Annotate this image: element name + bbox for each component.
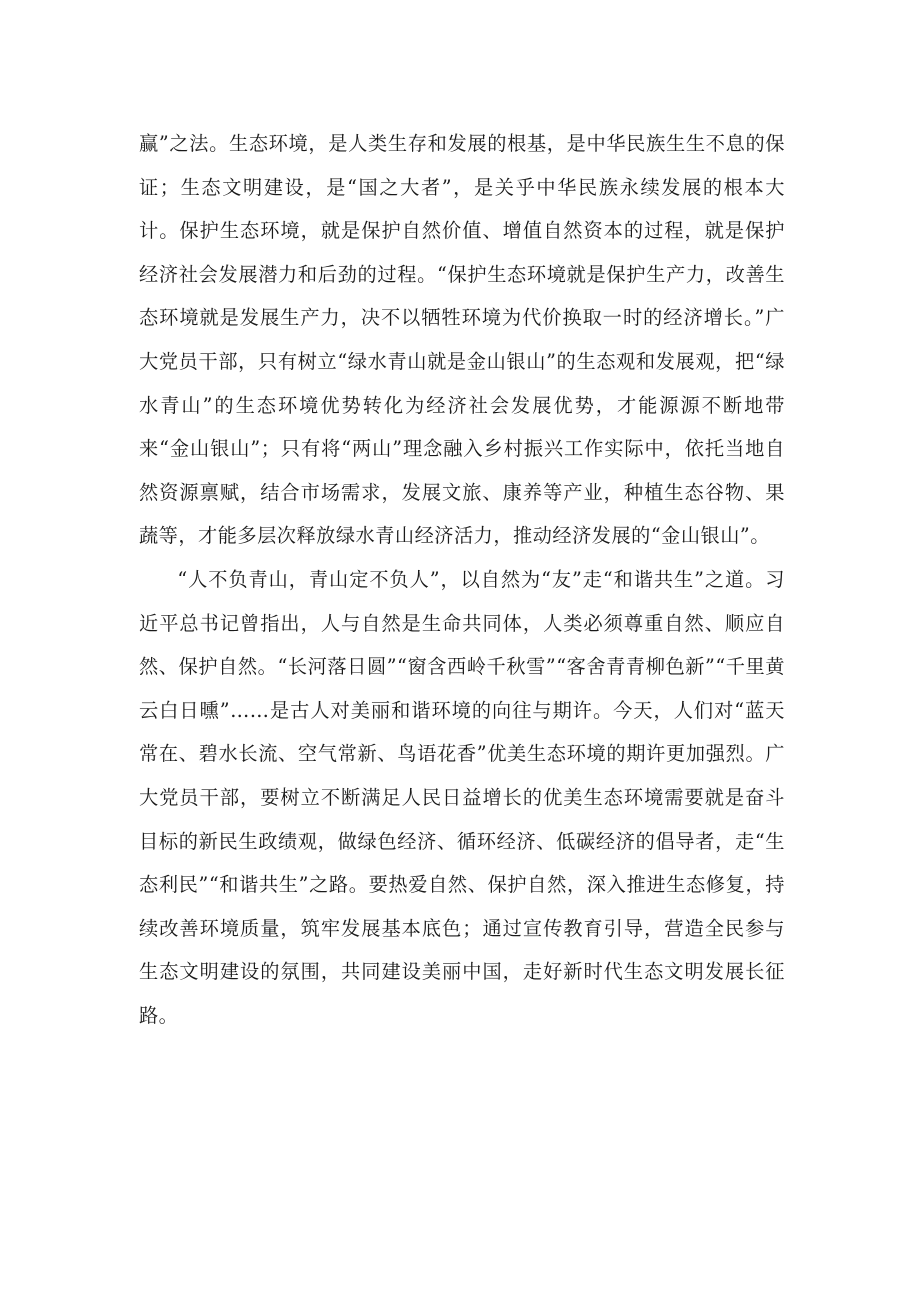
paragraph-1: 赢”之法。生态环境，是人类生存和发展的根基，是中华民族生生不息的保证；生态文明建设，是“国之大者”，是关乎中华民族永续发展的根本大计。保护生态环境，就是保护自然价值、增值自然资本的过程，就是保护经济社会发展潜力和后劲的过程。“保护生态环境就是保护生产力，改善生态环境就是发展生产力，决不以牺牲环境为代价换取一时的经济增长。”广大党员干部，只有树立“绿水青山就是金山银山”的生态观和发展观，把“绿水青山”的生态环境优势转化为经济社会发展优势，才能源源不断地带来“金山银山”；只有将“两山”理念融入乡村振兴工作实际中，依托当地自然资源禀赋，结合市场需求，发展文旅、康养等产业，种植生态谷物、果蔬等，才能多层次释放绿水青山经济活力，推动经济发展的“金山银山”。	[139, 132, 785, 548]
document-body	[139, 122, 785, 1037]
paragraph-2: “人不负青山，青山定不负人”，以自然为“友”走“和谐共生”之道。习近平总书记曾指出，人与自然是生命共同体，人类必须尊重自然、顺应自然、保护自然。“长河落日圆”“窗含西岭千秋雪”“客舍青青柳色新”“千里黄云白日曛”……是古人对美丽和谐环境的向往与期许。今天，人们对“蓝天常在、碧水长流、空气常新、鸟语花香”优美生态环境的期许更加强烈。广大党员干部，要树立不断满足人民日益增长的优美生态环境需要就是奋斗目标的新民生政绩观，做绿色经济、循环经济、低碳经济的倡导者，走“生态利民”“和谐共生”之路。要热爱自然、保护自然，深入推进生态修复，持续改善环境质量，筑牢发展基本底色；通过宣传教育引导，营造全民参与生态文明建设的氛围，共同建设美丽中国，走好新时代生态文明发展长征路。	[139, 567, 785, 1027]
